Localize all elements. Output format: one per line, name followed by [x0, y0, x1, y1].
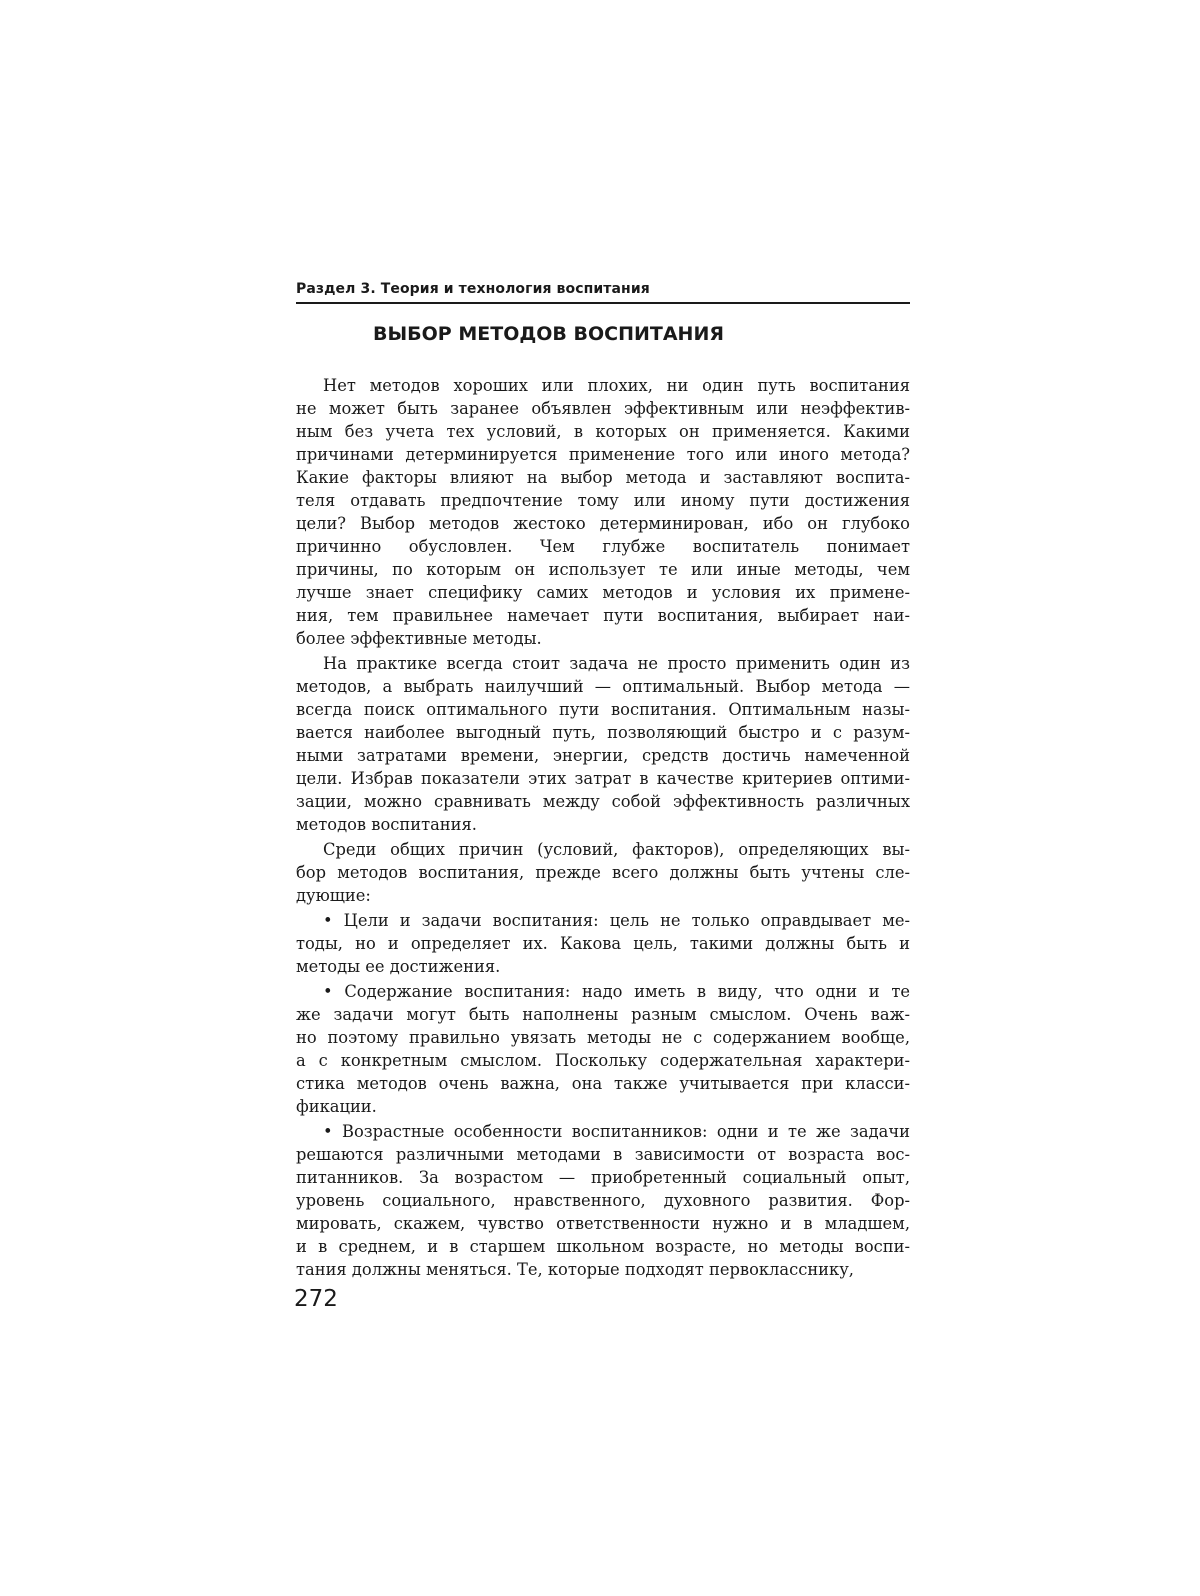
section-title: ВЫБОР МЕТОДОВ ВОСПИТАНИЯ	[373, 323, 724, 345]
text-line: стика методов очень важна, она также учитывается при класси-	[296, 1074, 910, 1093]
text-line: методов, а выбрать наилучший — оптимальный. Выбор метода —	[296, 677, 910, 696]
paragraph	[296, 909, 910, 978]
text-line: всегда поиск оптимального пути воспитания. Оптимальным назы-	[296, 700, 910, 719]
text-line: Нет методов хороших или плохих, ни один путь воспитания	[323, 376, 910, 395]
text-line: вается наиболее выгодный путь, позволяющий быстро и с разум-	[296, 723, 910, 742]
text-line: причинами детерминируется применение того или иного метода?	[296, 445, 910, 464]
body-text	[296, 374, 910, 1281]
text-line: причины, по которым он использует те или иные методы, чем	[296, 560, 910, 579]
text-line: теля отдавать предпочтение тому или иному пути достижения	[296, 491, 910, 510]
text-line: • Содержание воспитания: надо иметь в виду, что одни и те	[323, 982, 910, 1001]
paragraph	[296, 1120, 910, 1281]
paragraph	[296, 652, 910, 836]
text-line: ным без учета тех условий, в которых он применяется. Какими	[296, 422, 910, 441]
text-line: тания должны меняться. Те, которые подходят первокласснику,	[296, 1260, 854, 1279]
text-line: а с конкретным смыслом. Поскольку содержательная характери-	[296, 1051, 910, 1070]
text-line: цели. Избрав показатели этих затрат в качестве критериев оптими-	[296, 769, 910, 788]
text-line: • Цели и задачи воспитания: цель не только оправдывает ме-	[323, 911, 910, 930]
text-line: Среди общих причин (условий, факторов), определяющих вы-	[323, 840, 910, 859]
text-line: лучше знает специфику самих методов и условия их примене-	[296, 583, 910, 602]
text-line: но поэтому правильно увязать методы не с содержанием вообще,	[296, 1028, 910, 1047]
text-line: и в среднем, и в старшем школьном возрасте, но методы воспи-	[296, 1237, 910, 1256]
paragraph	[296, 374, 910, 650]
text-line: более эффективные методы.	[296, 629, 542, 648]
text-line: причинно обусловлен. Чем глубже воспитатель понимает	[296, 537, 910, 556]
page-number: 272	[294, 1286, 338, 1312]
text-line: • Возрастные особенности воспитанников: одни и те же задачи	[323, 1122, 910, 1141]
text-line: решаются различными методами в зависимости от возраста вос-	[296, 1145, 910, 1164]
text-line: питанников. За возрастом — приобретенный социальный опыт,	[296, 1168, 910, 1187]
text-line: Какие факторы влияют на выбор метода и заставляют воспита-	[296, 468, 910, 487]
text-line: уровень социального, нравственного, духовного развития. Фор-	[296, 1191, 910, 1210]
text-line: зации, можно сравнивать между собой эффективность различных	[296, 792, 910, 811]
header-rule	[296, 302, 910, 304]
text-line: не может быть заранее объявлен эффективным или неэффектив-	[296, 399, 910, 418]
text-line: бор методов воспитания, прежде всего должны быть учтены сле-	[296, 863, 910, 882]
text-line: На практике всегда стоит задача не просто применить один из	[323, 654, 910, 673]
text-line: тоды, но и определяет их. Какова цель, такими должны быть и	[296, 934, 910, 953]
text-line: дующие:	[296, 886, 371, 905]
text-line: мировать, скажем, чувство ответственности нужно и в младшем,	[296, 1214, 910, 1233]
text-line: ния, тем правильнее намечает пути воспитания, выбирает наи-	[296, 606, 910, 625]
paragraph	[296, 980, 910, 1118]
running-head: Раздел 3. Теория и технология воспитания	[296, 281, 650, 297]
text-line: же задачи могут быть наполнены разным смыслом. Очень важ-	[296, 1005, 910, 1024]
text-line: ными затратами времени, энергии, средств достичь намеченной	[296, 746, 910, 765]
paragraph	[296, 838, 910, 907]
text-line: цели? Выбор методов жестоко детерминирован, ибо он глубоко	[296, 514, 910, 533]
text-line: методов воспитания.	[296, 815, 477, 834]
book-page	[296, 276, 910, 1281]
text-line: методы ее достижения.	[296, 957, 501, 976]
text-line: фикации.	[296, 1097, 377, 1116]
